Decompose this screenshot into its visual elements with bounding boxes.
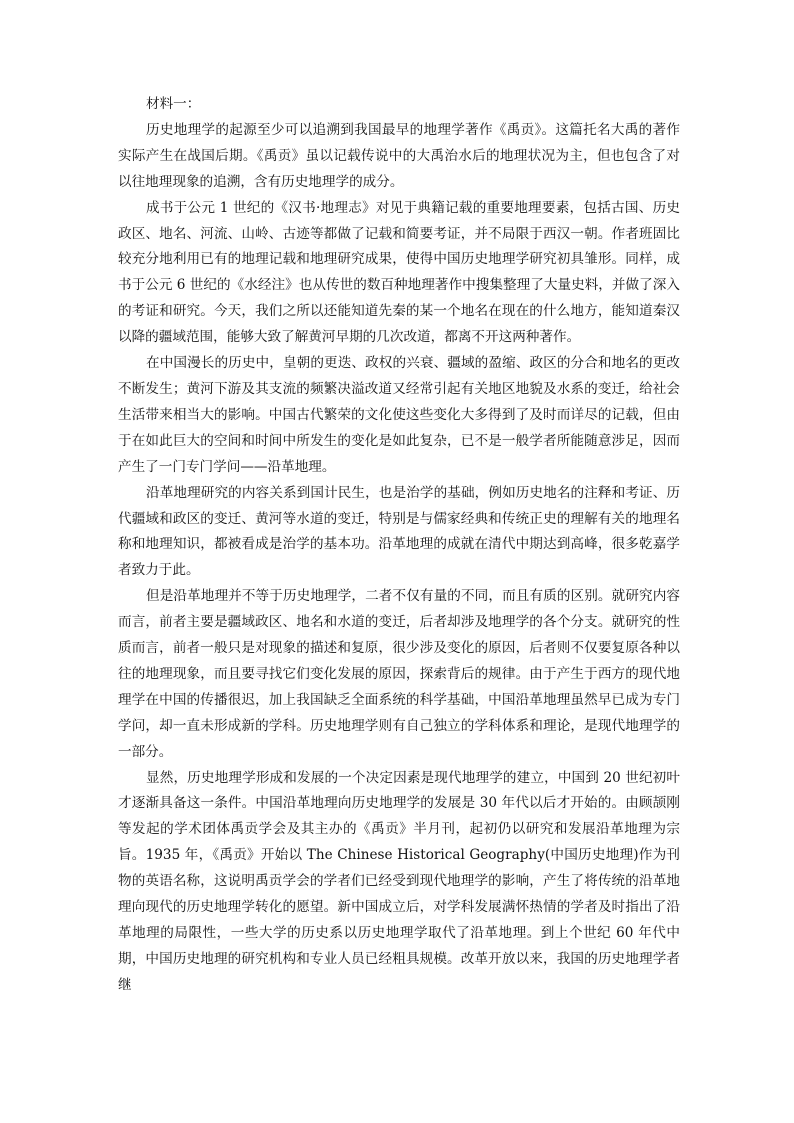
material-heading: 材料一： bbox=[146, 96, 201, 112]
paragraph-2: 成书于公元 1 世纪的《汉书·地理志》对见于典籍记载的重要地理要素，包括古国、历史政区、地名、河流、山岭、古迹等都做了记载和简要考证，并不局限于西汉一朝。作者班固比较充分地利用已有的地理记载和地理研究成果，使得中国历史地理学研究初具雏形。同样，成书于公元 6 世纪的《水经注》也从传世的数百种地理著作中搜集整理了大量史料，并做了深入的考证和研究。今天，我们之所以还能知道先秦的某一个地名在现在的什么地方，能知道秦汉以降的疆域范围，能够大致了解黄河早期的几次改道，都离不开这两种著作。 bbox=[118, 199, 680, 346]
paragraph-3: 在中国漫长的历史中，皇朝的更迭、政权的兴衰、疆域的盈缩、政区的分合和地名的更改不断发生；黄河下游及其支流的频繁决溢改道又经常引起有关地区地貌及水系的变迁，给社会生活带来相当大的影响。中国古代繁荣的文化使这些变化大多得到了及时而详尽的记载，但由于在如此巨大的空间和时间中所发生的变化是如此复杂，已不是一般学者所能随意涉足，因而产生了一门专门学问——沿革地理。 bbox=[118, 355, 680, 475]
paragraph-6: 显然，历史地理学形成和发展的一个决定因素是现代地理学的建立，中国到 20 世纪初叶才逐渐具备这一条件。中国沿革地理向历史地理学的发展是 30 年代以后才开始的。由顾颉刚等发起的学术团体禹贡学会及其主办的《禹贡》半月刊，起初仍以研究和发展沿革地理为宗旨。1935 年，《禹贡》开始以 The Chinese Historical Geography(中国历史地理)作为刊物的英语名称，这说明禹贡学会的学者们已经受到现代地理学的影响，产生了将传统的沿革地理向现代的历史地理学转化的愿望。新中国成立后，对学科发展满怀热情的学者及时指出了沿革地理的局限性，一些大学的历史系以历史地理学取代了沿革地理。到上个世纪 60 年代中期，中国历史地理的研究机构和专业人员已经粗具规模。改革开放以来，我国的历史地理学者继 bbox=[118, 769, 680, 993]
document-page bbox=[118, 92, 680, 999]
paragraph-1: 历史地理学的起源至少可以追溯到我国最早的地理学著作《禹贡》。这篇托名大禹的著作实际产生在战国后期。《禹贡》虽以记载传说中的大禹治水后的地理状况为主，但也包含了对以往地理现象的追溯，含有历史地理学的成分。 bbox=[118, 121, 680, 190]
paragraph-5: 但是沿革地理并不等于历史地理学，二者不仅有量的不同，而且有质的区别。就研究内容而言，前者主要是疆域政区、地名和水道的变迁，后者却涉及地理学的各个分支。就研究的性质而言，前者一般只是对现象的描述和复原，很少涉及变化的原因，后者则不仅要复原各种以往的地理现象，而且要寻找它们变化发展的原因，探索背后的规律。由于产生于西方的现代地理学在中国的传播很迟，加上我国缺乏全面系统的科学基础，中国沿革地理虽然早已成为专门学问，却一直未形成新的学科。历史地理学则有自己独立的学科体系和理论，是现代地理学的一部分。 bbox=[118, 588, 680, 760]
paragraph-4: 沿革地理研究的内容关系到国计民生，也是治学的基础，例如历史地名的注释和考证、历代疆域和政区的变迁、黄河等水道的变迁，特别是与儒家经典和传统正史的理解有关的地理名称和地理知识，都被看成是治学的基本功。沿革地理的成就在清代中期达到高峰，很多乾嘉学者致力于此。 bbox=[118, 484, 680, 579]
